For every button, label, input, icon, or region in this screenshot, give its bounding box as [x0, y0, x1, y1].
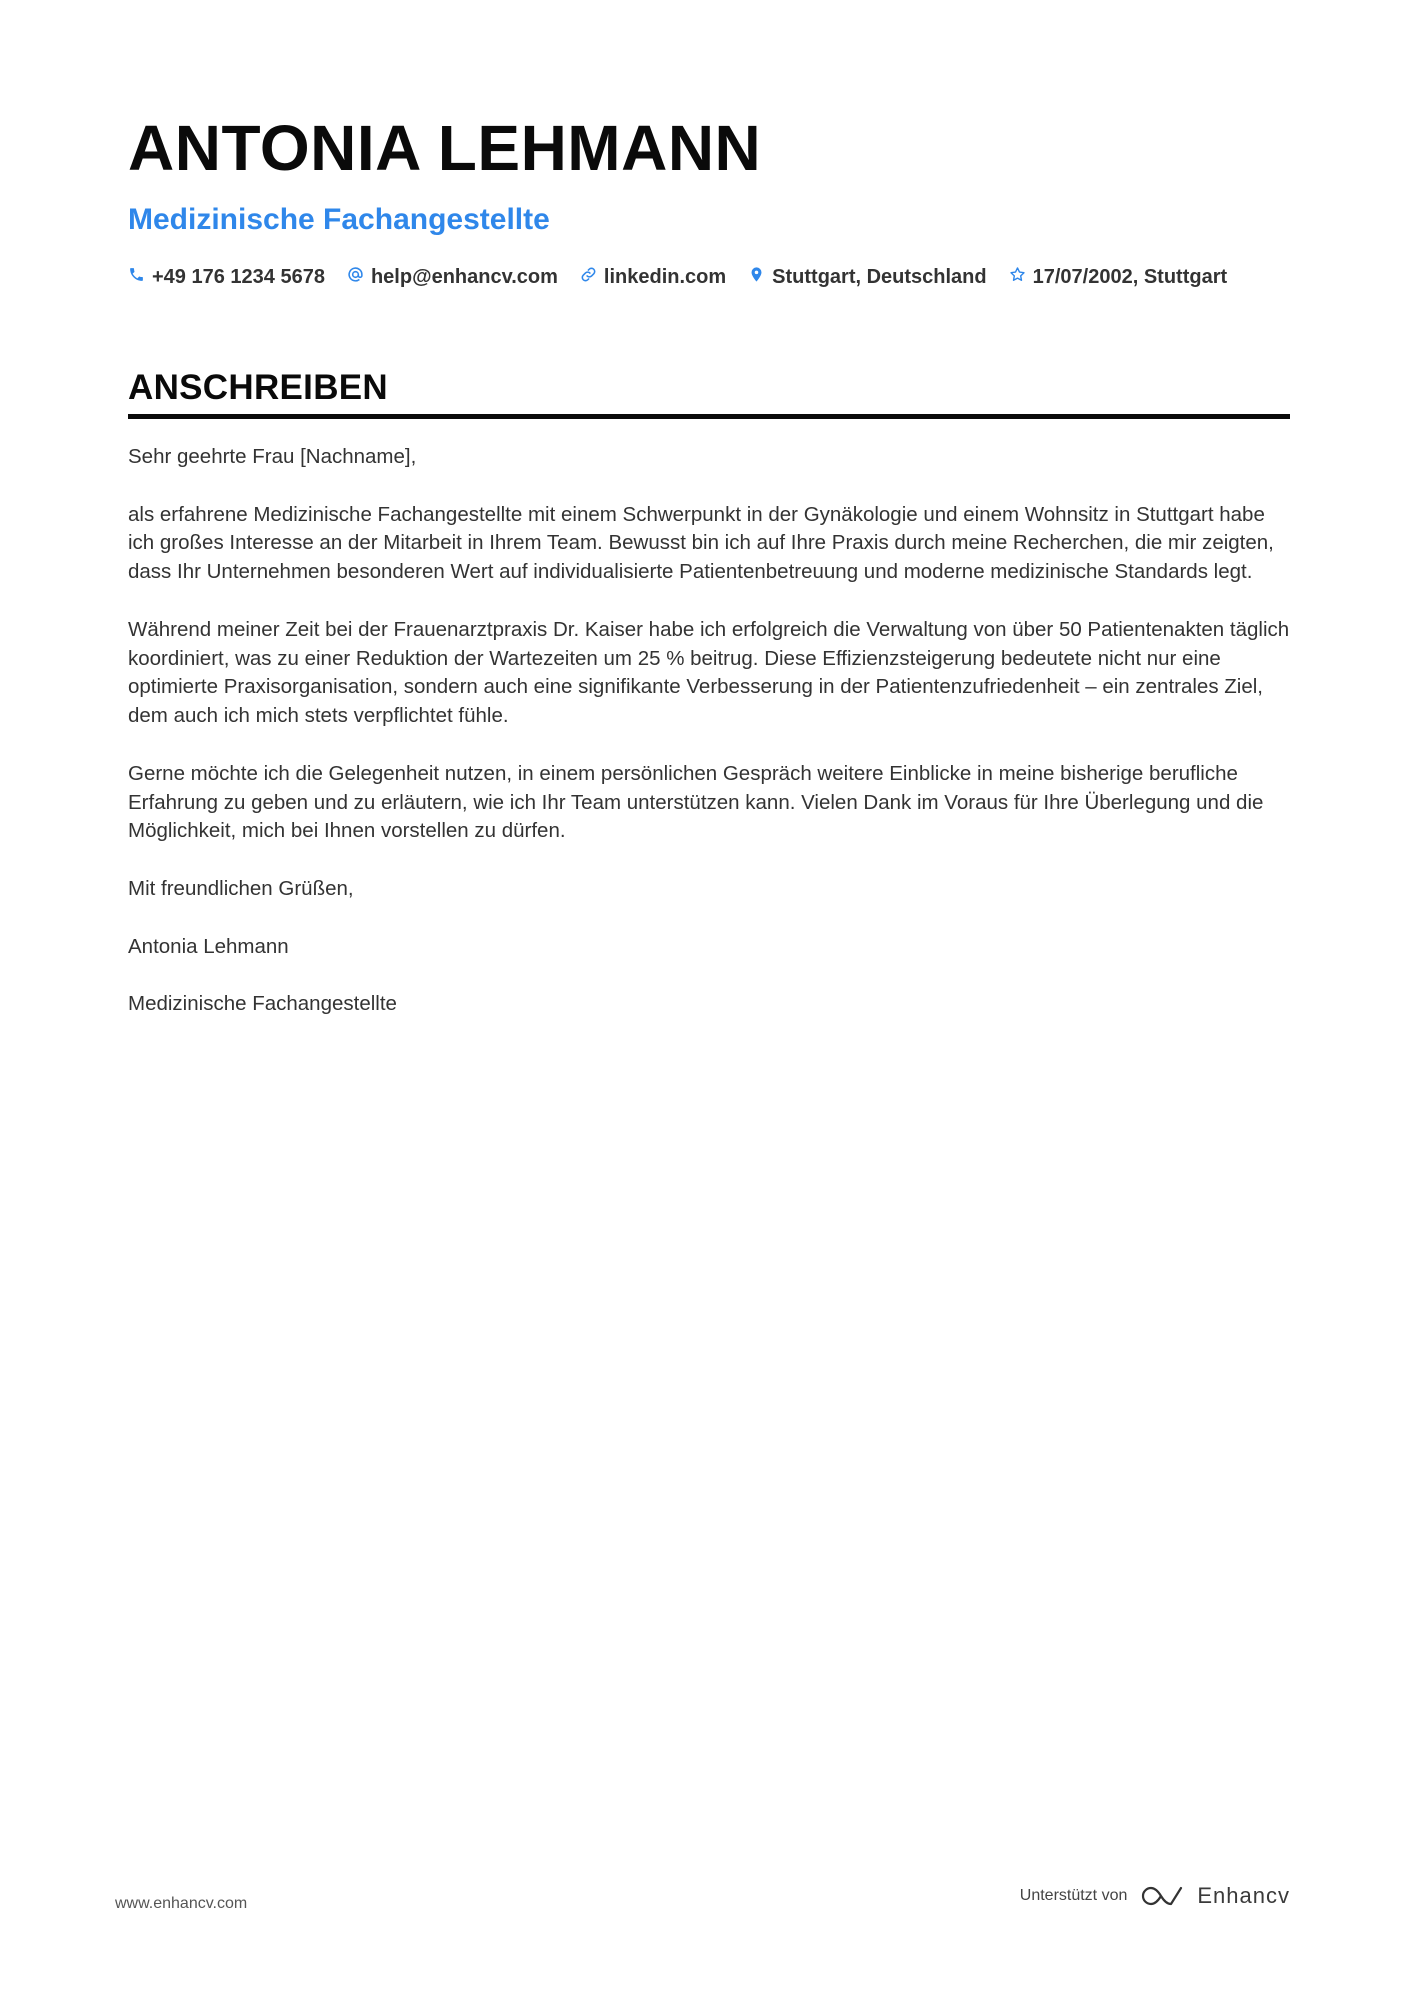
section-divider — [128, 414, 1290, 419]
linkedin-text[interactable]: linkedin.com — [603, 266, 727, 288]
footer-website[interactable]: www.enhancv.com — [115, 1895, 248, 1912]
brand-name: Enhancv — [1197, 1883, 1290, 1908]
letter-closing: Mit freundlichen Grüßen, — [128, 876, 354, 900]
candidate-role: Medizinische Fachangestellte — [128, 203, 550, 236]
link-icon — [580, 266, 597, 289]
letter-paragraph: als erfahrene Medizinische Fachangestellte mit einem Schwerpunkt in der Gynäkologie und einem Wohnsitz in Stuttgart habe ich großes Interesse an der Mitarbeit in Ihrem Team. Bewusst bin ich auf Ihre Praxis durch meine Recherchen, die mir zeigten, dass Ihr Unternehmen besonderen Wert auf individualisierte Patientenbetreuung und moderne medizinische Standards legt. — [128, 502, 1274, 584]
contact-birth — [1009, 266, 1228, 289]
contact-linkedin — [580, 266, 726, 289]
contact-bar — [128, 266, 1288, 289]
phone-icon — [128, 266, 145, 289]
brand-link[interactable] — [1139, 1883, 1290, 1909]
contact-email — [347, 266, 558, 289]
location-text: Stuttgart, Deutschland — [772, 266, 987, 288]
letter-paragraph: Gerne möchte ich die Gelegenheit nutzen, in einem persönlichen Gespräch weitere Einblicke in meine bisherige berufliche Erfahrung zu geben und zu erläutern, wie ich Ihr Team unterstützen kann. Vielen Dank im Voraus für Ihre Überlegung und die Möglichkeit, mich bei Ihnen vorstellen zu dürfen. — [128, 761, 1264, 843]
birth-text: 17/07/2002, Stuttgart — [1032, 266, 1228, 288]
cover-letter-section — [128, 366, 1290, 1048]
location-pin-icon — [748, 266, 765, 289]
enhancv-logo-icon — [1139, 1883, 1187, 1909]
phone-text[interactable]: +49 176 1234 5678 — [152, 266, 325, 288]
candidate-name: ANTONIA LEHMANN — [128, 112, 762, 184]
powered-by-label: Unterstützt von — [1019, 1887, 1128, 1904]
footer-branding — [1020, 1883, 1290, 1909]
contact-phone — [128, 266, 325, 289]
signature-title: Medizinische Fachangestellte — [128, 992, 397, 1016]
star-icon — [1009, 266, 1026, 289]
at-icon — [347, 266, 364, 289]
section-title: ANSCHREIBEN — [128, 368, 388, 407]
signature-name: Antonia Lehmann — [128, 934, 289, 958]
contact-location — [748, 266, 986, 289]
letter-paragraph: Während meiner Zeit bei der Frauenarztpraxis Dr. Kaiser habe ich erfolgreich die Verwaltung von über 50 Patientenakten täglich koordiniert, was zu einer Reduktion der Wartezeiten um 25 % beitrug. Diese Effizienzsteigerung bedeutete nicht nur eine optimierte Praxisorganisation, sondern auch eine signifikante Verbesserung in der Patientenzufriedenheit – ein zentrales Ziel, dem auch ich mich stets verpflichtet fühle. — [128, 617, 1290, 728]
email-text[interactable]: help@enhancv.com — [370, 266, 558, 288]
letter-body — [128, 443, 1290, 1019]
letter-salutation: Sehr geehrte Frau [Nachname], — [128, 445, 417, 468]
header — [128, 108, 1288, 289]
